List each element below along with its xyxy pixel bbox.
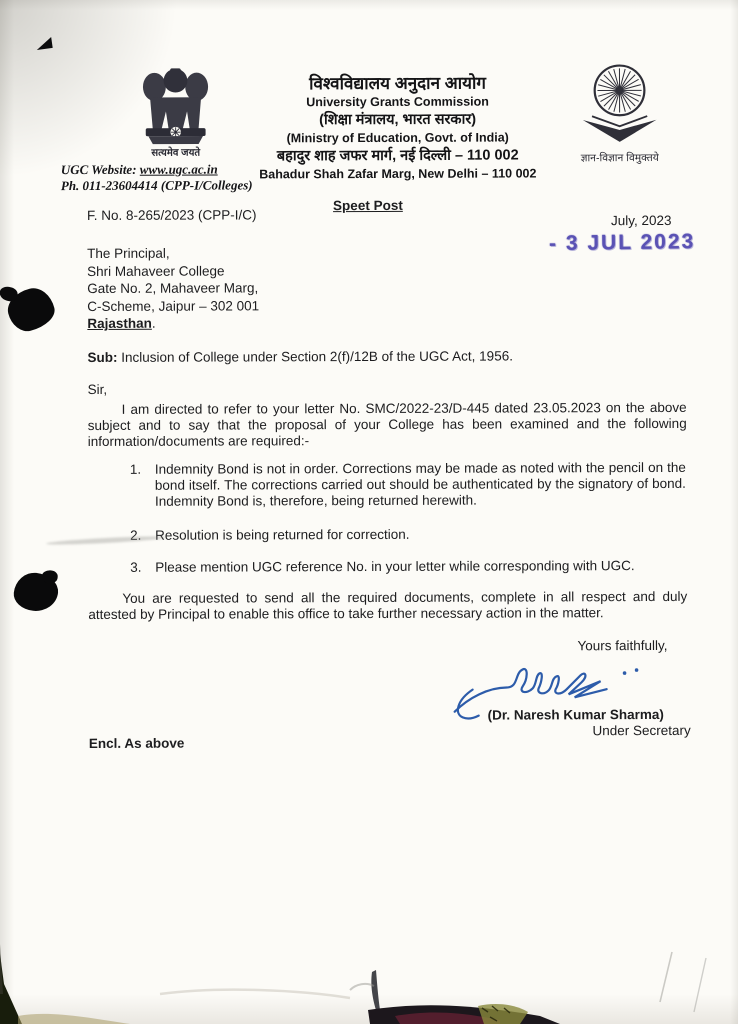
subject-label: Sub: bbox=[87, 349, 118, 365]
address-english: Bahadur Shah Zafar Marg, New Delhi – 110 002 bbox=[259, 166, 537, 182]
recipient-line: Gate No. 2, Mahaveer Marg, bbox=[87, 280, 259, 297]
ministry-hindi: (शिक्षा मंत्रालय, भारत सरकार) bbox=[319, 111, 477, 129]
recipient-state: Rajasthan bbox=[87, 316, 152, 332]
subject-line bbox=[87, 348, 687, 365]
closing-paragraph-text: You are requested to send all the required documents, complete in all respect and duly attested by Principal to enable this office to take further necessary action in the matter. bbox=[88, 588, 688, 622]
enclosure-note: Encl. As above bbox=[88, 735, 185, 751]
org-name-english: University Grants Commission bbox=[306, 94, 489, 110]
valediction: Yours faithfully, bbox=[577, 637, 668, 654]
crumpled-bottom-edge bbox=[0, 924, 738, 1024]
signatory-name: (Dr. Naresh Kumar Sharma) bbox=[487, 706, 664, 723]
post-mode-label: Speet Post bbox=[333, 197, 403, 214]
ugc-logo-motto: ज्ञान-विज्ञान विमुक्तये bbox=[580, 151, 659, 165]
phone-line: Ph. 011-23604414 (CPP-I/Colleges) bbox=[60, 177, 253, 194]
org-name-hindi: विश्वविद्यालय अनुदान आयोग bbox=[309, 73, 486, 94]
signatory-designation: Under Secretary bbox=[592, 722, 691, 739]
list-item-2: Resolution is being returned for correction. bbox=[155, 526, 410, 543]
list-item-1: Indemnity Bond is not in order. Corrections may be made as noted with the pencil on the bond itself. The corrections carried out should be authenticated by the signatory of bond. Indemnity Bond is, therefore, being returned herewith. bbox=[154, 459, 686, 510]
closing-paragraph bbox=[88, 589, 687, 623]
list-item-3: Please mention UGC reference No. in your letter while corresponding with UGC. bbox=[155, 558, 635, 575]
ministry-english: (Ministry of Education, Govt. of India) bbox=[286, 130, 509, 146]
website-label: UGC Website: bbox=[60, 161, 137, 178]
recipient-address-block bbox=[87, 244, 259, 333]
letter-date: July, 2023 bbox=[610, 212, 672, 229]
recipient-state-period: . bbox=[151, 316, 156, 332]
opening-paragraph-text: I am directed to refer to your letter No. SMC/2022-23/D-445 dated 23.05.2023 on the above subject and to say that the proposal of your College has been examined and the following information/documents are required:- bbox=[87, 399, 687, 449]
header-logo-block bbox=[564, 59, 674, 165]
header-center-block bbox=[252, 73, 542, 183]
website-url: www.ugc.ac.in bbox=[139, 161, 218, 177]
file-number: F. No. 8-265/2023 (CPP-I/C) bbox=[86, 207, 257, 223]
recipient-line: Shri Mahaveer College bbox=[87, 263, 225, 279]
list-number-2: 2. bbox=[130, 527, 142, 543]
india-national-emblem-icon bbox=[133, 59, 217, 147]
list-number-3: 3. bbox=[130, 559, 142, 575]
scan-mark-top-left bbox=[35, 37, 52, 50]
address-hindi: बहादुर शाह जफर मार्ग, नई दिल्ली – 110 002 bbox=[276, 147, 519, 165]
recipient-line: C-Scheme, Jaipur – 302 001 bbox=[87, 298, 260, 314]
emblem-motto: सत्यमेव जयते bbox=[151, 147, 201, 159]
ugc-logo-icon bbox=[573, 59, 665, 151]
received-date-stamp: - 3 JUL 2023 bbox=[548, 230, 696, 256]
recipient-state-line bbox=[87, 315, 259, 333]
salutation: Sir, bbox=[87, 381, 108, 397]
subject-text: Inclusion of College under Section 2(f)/12B of the UGC Act, 1956. bbox=[121, 348, 513, 365]
recipient-line: The Principal, bbox=[87, 245, 170, 261]
opening-paragraph bbox=[88, 400, 687, 449]
list-number-1: 1. bbox=[129, 461, 142, 477]
